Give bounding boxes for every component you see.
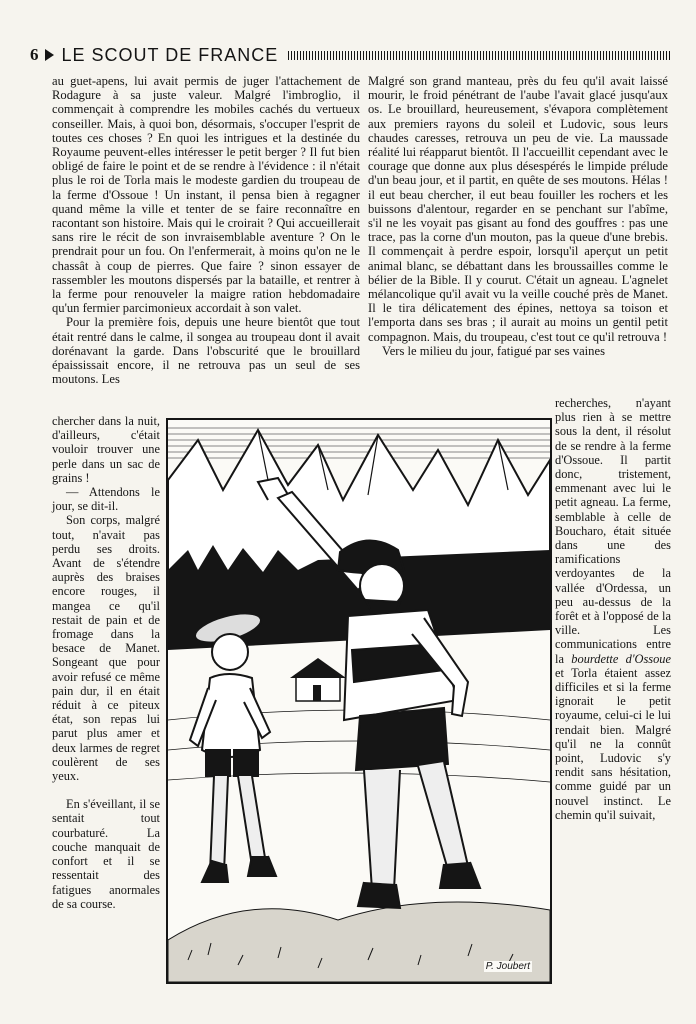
- right-paragraph-1: Malgré son grand manteau, près du feu qu'il avait laissé mourir, le froid pénétrant de l'aube l'avait glacé jusqu'aux os. Le brouillard, heureusement, s'évapora complètement aux premiers rayons du soleil et Ludovic, sous leurs chaudes caresses, retrouva un peu de vie. La maussade réalité lui réapparut bientôt. Il l'accueillit cependant avec le courage que donne aux plus désespérés le limpide prélude d'un beau jour, et il partit, en quête de ses moutons. Hélas ! il eut beau chercher, il eut beau fouiller les rochers et les buissons d'alentour, regarder en se penchant sur l'abîme, s'il ne les voyait pas gisant au fond des gouffres : pas une trace, pas la corne d'un mouton, pas la queue d'une brebis. Il commençait à perdre espoir, lorsqu'il aperçut un petit animal blanc, se débattant dans les broussailles comme le bélier de la Bible. Il y courut. C'était un agneau. L'agnelet mélancolique qu'il avait vu la veille couché près de Manet. Il le tira délicatement des épines, nettoya sa toison et l'emporta dans ses bras ; il aurait au moins un gentil petit compagnon. Mais, du troupeau, c'est tout ce qu'il retrouva !: [368, 74, 668, 344]
- artist-signature: P. Joubert: [485, 961, 530, 972]
- right-narrow-text-b: et Torla étaient assez difficiles et si la ferme ignorait le petit royaume, celui-ci le lui rendait bien. Malgré qu'il ne la connût point, Ludovic s'y rendit sans hésitation, comme guidé par un nouvel instinct. Le chemin qu'il suivait,: [555, 665, 671, 822]
- page-number: 6: [30, 45, 39, 64]
- illustration: [166, 418, 552, 984]
- left-column: [52, 74, 360, 386]
- left-narrow-paragraph-1: chercher dans la nuit, d'ailleurs, c'était vouloir trouver une perle dans un sac de grains !: [52, 414, 160, 485]
- triangle-icon: [45, 49, 54, 61]
- right-narrow-column: [555, 396, 671, 822]
- right-narrow-paragraph: [555, 396, 671, 822]
- left-narrow-paragraph-2: — Attendons le jour, se dit-il.: [52, 485, 160, 514]
- left-paragraph-1: au guet-apens, lui avait permis de juger l'attachement de Rodagure à sa juste valeur. Malgré l'imbroglio, il commençait à comprendre les mobiles cachés du vertueux conseiller. Mais, à quoi bon, désormais, s'occuper l'esprit de toutes ces choses ? En quoi les intrigues et la destinée du Royaume peuvent-elles intéresser le petit berger ? Il fut bien obligé de faire le point et de se rendre à l'évidence : il n'était plus le roi de Torla mais le modeste gardien du troupeau de la ferme d'Ossoue ! Un instant, il pensa bien à regagner quand même la ville et tenter de se faire reconnaître en racontant son histoire. Mais qui le croirait ? Qui accueillerait sans rire le récit de son invraisemblable aventure ? On le prendrait pour un fou. On l'enfermerait, à moins qu'on ne le chassât à coup de pierres. Que faire ? sinon essayer de rassembler les moutons dispersés par la bataille, et rentrer à la ferme pour renouveler la maigre ration hebdomadaire qu'un fermier parcimonieux accordait à son valet.: [52, 74, 360, 316]
- left-narrow-column: [52, 414, 160, 911]
- left-narrow-paragraph-3: Son corps, malgré tout, n'avait pas perdu ses droits. Avant de s'étendre auprès des braises encore rouges, il mangea ce qu'il restait de pain et de fromage dans la besace de Manet. Songeant que pour avoir refusé ce même pain dur, il en était réduit à ce piteux état, son repas lui parut plus amer et deux larmes de regret coulèrent de ses yeux.: [52, 513, 160, 784]
- right-column: [368, 74, 668, 358]
- right-paragraph-2: Vers le milieu du jour, fatigué par ses vaines: [382, 343, 605, 358]
- journal-title: LE SCOUT DE FRANCE: [61, 44, 279, 65]
- illustration-drawing: [168, 420, 550, 982]
- header-rule: [288, 51, 670, 60]
- left-paragraph-2: Pour la première fois, depuis une heure bientôt que tout était rentré dans le calme, il songea au troupeau dont il avait dorénavant la garde. Dans l'obscurité que le brouillard épaississait encore, il ne retrouva pas un seul de ses moutons. Les: [52, 315, 360, 387]
- farmhouse: [290, 658, 346, 701]
- right-narrow-italic: bourdette d'Ossoue: [571, 651, 671, 666]
- page-header: [30, 44, 670, 66]
- left-narrow-paragraph-4: En s'éveillant, il se sentait tout courbaturé. La couche manquait de confort et il se ressentait des fatigues anormales de sa course.: [52, 797, 160, 911]
- right-narrow-text-a: recherches, n'ayant plus rien à se mettre sous la dent, il résolut de se rendre à la ferme d'Ossoue. Il partit donc, tristement, emmenant avec lui le petit agneau. La ferme, semblable à celle de Boucharo, était située dans une des ramifications verdoyantes de la vallée d'Ordessa, un peu au-dessus de la forêt et à l'opposé de la ville. Les communications entre la: [555, 396, 671, 666]
- boy-figure: [190, 608, 276, 882]
